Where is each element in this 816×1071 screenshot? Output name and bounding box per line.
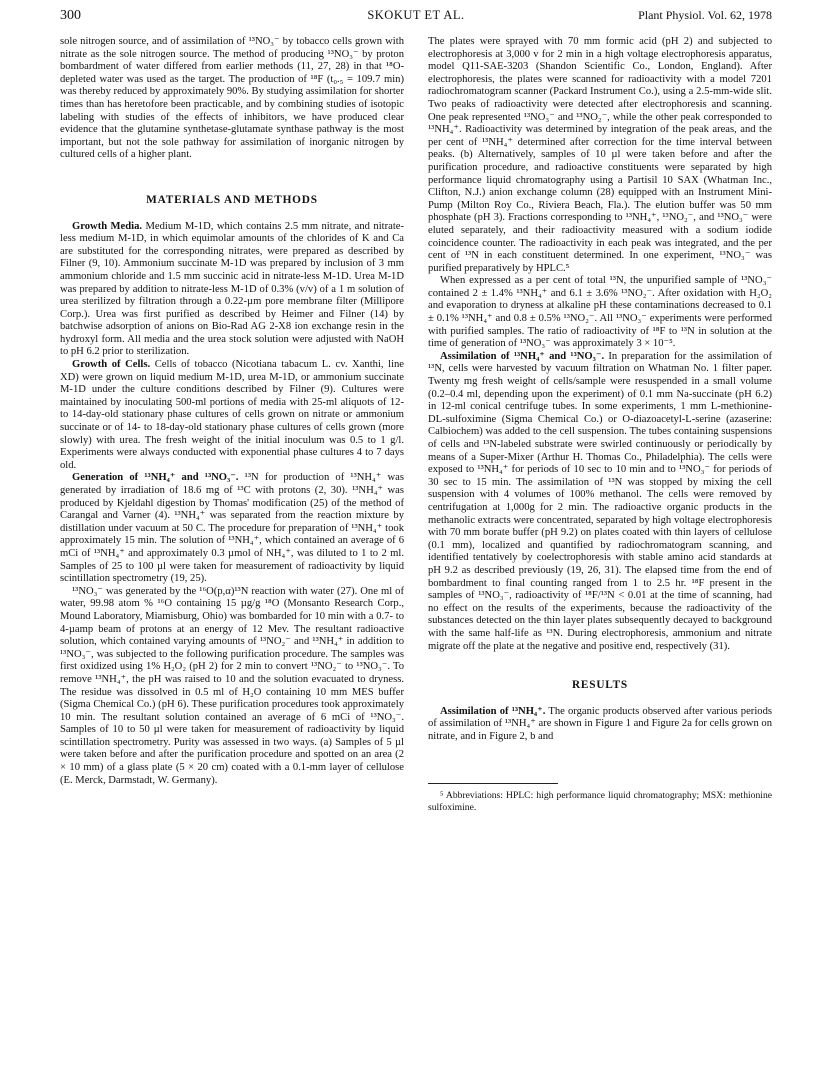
generation-paragraph xyxy=(60,472,404,585)
assimilation-paragraph xyxy=(428,351,772,653)
results-runin: Assimilation of ¹³NH₄⁺. xyxy=(440,705,546,717)
growth-media-text: Medium M-1D, which contains 2.5 mm nitrate, and nitrate-less medium M-1D, in which equimolar amounts of the chlorides of K and Ca are substituted for the corresponding nitrates, were prepared as described by Filner (9, 10). Ammonium succinate M-1D was prepared by inclusion of 3 mm ammonium chloride and 1.5 mm succinic acid in nitrate-less M-1D. Urea M-1D was prepared by addition to nitrate-less M-1D of 0.3% (v/v) of a 1 m solution of urea sterilized by filtration through a 0.22-µm pore membrane filter (Millipore Corp.). Urea was first purified as described by Heimer and Filner (14) by batchwise adsorption of anions on Bio-Rad AG 2-X8 ion exchange resin in the hydroxyl form. All media and the urea stock solution were adjusted with NaOH to pH 6.2 prior to sterilization. xyxy=(60,220,404,358)
footnote-divider xyxy=(428,783,558,784)
growth-cells-text: Cells of tobacco (Nicotiana tabacum L. cv. Xanthi, line XD) were grown on liquid medium M-1D, urea M-1D, or ammonium succinate M-1D under the culture conditions described by Filner (9). Cultures were maintained by inoculating 500-ml portions of media with 25-ml aliquots of 12- to 14-day-old stationary phase cultures of cells grown on nitrate or ammonium succinate or of 14- to 18-day-old stationary phase cultures of cells grown (more slowly) with urea. The fresh weight of the initial inoculum was 0.5 to 1 g/l. Experiments were always conducted with exponential phase cultures 4 to 7 days old. xyxy=(60,359,405,471)
journal-citation: Plant Physiol. Vol. 62, 1978 xyxy=(638,8,772,22)
generation-runin: Generation of ¹³NH₄⁺ and ¹³NO₃⁻. xyxy=(72,472,239,484)
growth-cells-runin: Growth of Cells. xyxy=(72,359,151,371)
methods-heading: MATERIALS AND METHODS xyxy=(146,193,318,206)
left-column xyxy=(60,36,404,787)
footnote: ⁵ Abbreviations: HPLC: high performance liquid chromatography; MSX: methionine sulfoximine. xyxy=(428,790,772,814)
assimilation-runin: Assimilation of ¹³NH₄⁺ and ¹³NO₃⁻. xyxy=(440,350,605,362)
page-number: 300 xyxy=(60,8,81,23)
nitrate-generation-paragraph: ¹³NO₃⁻ was generated by the ¹⁶O(p,α)¹³N reaction with water (27). One ml of water, 99.98 atom % ¹⁶O containing 15 µg/g ¹⁸O (Monsanto Research Corp., Mound Laboratory, Miamisburg, Ohio) was bombarded for 10 min with a 0.7- to 4-µamp beam of protons at an energy of 12 Mev. The resultant radioactive solution, which contained varying amounts of ¹³NO₂⁻ and ¹³NH₄⁺ in addition to ¹³NO₃⁻, was subjected to the following purification procedure. The samples was first oxidized using 1% H₂O₂ (pH 2) for 2 min to convert ¹³NO₂⁻ to ¹³NO₃⁻. To remove ¹³NH₄⁺, the pH was raised to 10 and the solution evacuated to dryness. The residue was dissolved in 0.5 ml of H₂O containing 10 mm MES buffer (Sigma Chemical Co.) (pH 6). These purification procedures took approximately 10 min. The resultant solution contained an average of 6 mCi of ¹³NO₃⁻. Samples of 10 to 50 µl were taken for measurement of radioactivity by liquid scintillation spectrometry. Purity was assessed in two ways. (a) Samples of 5 µl were taken before and after the purification procedure and spotted on an area (2 × 10 mm) of a glass plate (5 × 20 cm) coated with a 0.1-mm layer of cellulose (E. Merck, Darmstadt, W. Germany). xyxy=(60,585,404,786)
generation-text: ¹³N for production of ¹³NH₄⁺ was generated by irradiation of 18.6 mg of ¹³C with protons (2, 30). ¹³NH₄⁺ was produced by Kjeldahl digestion by Thomas' modification (25) of the method of Carangal and Varner (4). ¹³NH₄⁺ was separated from the reaction mixture by distillation under vacuum at 50 C. The procedure for preparation of ¹³NH₄⁺ took approximately 15 min. The solution of ¹³NH₄⁺, which contained an average of 6 mCi of ¹³NH₄⁺ and approximately 0.3 µmol of NH₄⁺, was diluted to 1 to 2 ml. Samples of 25 to 100 µl were taken for measurement of radioactivity by liquid scintillation spectrometry (19, 25). xyxy=(60,472,404,585)
results-text: The organic products observed after various periods of assimilation of ¹³NH₄⁺ are shown in Figure 1 and Figure 2a for cells grown on nitrate, and in Figure 2, b and xyxy=(428,705,772,742)
contamination-paragraph: When expressed as a per cent of total ¹³N, the unpurified sample of ¹³NO₃⁻ contained 2 ± 1.4% ¹³NH₄⁺ and 6.1 ± 3.6% ¹³NO₂⁻. After oxidation with H₂O₂ and evaporation to dryness at alkaline pH these contaminations decreased to 0.1 ± 0.1% ¹³NH₄⁺ and 0.8 ± 0.5% ¹³NO₂⁻. All ¹³NO₃⁻ experiments were performed with purified samples. The ratio of radioactivity of ¹⁸F to ¹³N in solution at the time of generation of ¹³NO₃⁻ was approximately 3 × 10⁻⁵. xyxy=(428,275,772,350)
page-header xyxy=(60,8,772,30)
right-column xyxy=(428,36,772,814)
intro-paragraph: sole nitrogen source, and of assimilation of ¹³NO₃⁻ by tobacco cells grown with nitrate as the sole nitrogen source. The method of producing ¹³NO₃⁻ by proton bombardment of water differed from earlier methods (11, 27, 28) in that ¹⁸O-depleted water was used as the target. The production of ¹⁸F (t₀.₅ = 109.7 min) was thereby reduced by approximately 90%. By studying assimilation for shorter times than has heretofore been practicable, and by combining studies of isotopic labeling with studies of the effects of inhibitors, we have produced clear evidence that the glutamine synthetase-glutamate synthase pathway is the most important, but not the sole pathway for assimilation of inorganic nitrogen by cultured cells of a higher plant. xyxy=(60,36,404,161)
results-paragraph xyxy=(428,706,772,744)
growth-media-paragraph xyxy=(60,221,404,360)
purity-paragraph: The plates were sprayed with 70 mm formic acid (pH 2) and subjected to electrophoresis at 3,000 v for 2 min in a high voltage electrophoresis apparatus, model Q11-SAE-3203 (Shandon Scientific Co., London, England). After electrophoresis, the plates were scanned for radioactivity with a model 7201 radiochromatogram scanner (Packard Instrument Co.), using a 2.5-mm-wide slit. Two peaks of radioactivity were detected after electrophoresis and scanning. One peak represented ¹³NO₃⁻ and ¹³NO₂⁻, while the other peak corresponded to ¹³NH₄⁺. Radioactivity was determined by integration of the peak areas, and the per cent of ¹³NH₄⁺ determined after correction for the time interval between peaks. (b) Alternatively, samples of 10 µl were taken before and after the purification procedure, and radioactive constituents were separated by high performance liquid chromatography using a Partisil 10 SAX (Whatman Inc., Clifton, N.J.) anion exchange column (28) equipped with an Instrument Mini-Pump (Milton Roy Co., Riviera Beach, Fla.). The elution buffer was 50 mm phosphate (pH 3). Fractions corresponding to ¹³NH₄⁺, ¹³NO₂⁻, and ¹³NO₃⁻ were eluted separately, and their radioactivity measured with a sodium iodide coincidence counter. The radioactivity in each peak was integrated, and the per cent of ¹³N in each constituent determined. In one experiment, ¹³NO₃⁻ was purified preparatively by HPLC.⁵ xyxy=(428,36,772,274)
growth-cells-paragraph xyxy=(60,359,404,472)
assimilation-text: In preparation for the assimilation of ¹³N, cells were harvested by vacuum filtration on Whatman No. 1 filter paper. Twenty mg fresh weight of cells/sample were resuspended in a small volume (0.2–0.4 ml, depending upon the experiment) of 0.1 mm Na-succinate (pH 6.2) in 12-ml conical centrifuge tubes. In some experiments, 1 mm L-methionine-DL-sulfoximine (Sigma Chemical Co.) or O-diazoacetyl-L-serine (azaserine: Calbiochem) was added to the cell suspension. The tubes containing suspensions of cells and ¹³N-labeled substrate were swirled continuously or periodically by means of a Super-Mixer (Arthur H. Thomas Co., Philadelphia). The cells were exposed to ¹³NH₄⁺ for periods of 10 sec to 10 min and to ¹³NO₃⁻ for periods of 30 sec to 15 min. The assimilation of ¹³N was stopped by mixing the cell suspension with 4 volumes of 100% methanol. The cells were removed by centrifugation at 1,000g for 2 min. The radioactive organic products in the methanolic extracts were concentrated, separated by high voltage electrophoresis with 70 mm borate buffer (pH 9.2) on plates coated with thin layers of cellulose (0.1 mm), localized and quantified by radiochromatogram scanning, and identified tentatively by coelectrophoresis with stable amino acid standards at pH 9.2 as described previously (19, 26, 31). The elapsed time from the end of bombardment to final counting ranged from 1 to 2.5 hr. ¹⁸F present in the samples of ¹³NO₃⁻, radioactivity of ¹⁸F/¹³N < 0.01 at the time of scanning, had no effect on the results of the experiments, because the radioactivity of the substances detected on the thin layer plates subsequently decayed to background with the same half-life as ¹³N. During electrophoresis, ammonium and nitrate migrate off the plate at the negative and positive end, respectively (31). xyxy=(428,350,772,652)
growth-media-runin: Growth Media. xyxy=(72,220,143,232)
running-title: SKOKUT ET AL. xyxy=(367,8,465,22)
results-heading: RESULTS xyxy=(571,679,629,692)
